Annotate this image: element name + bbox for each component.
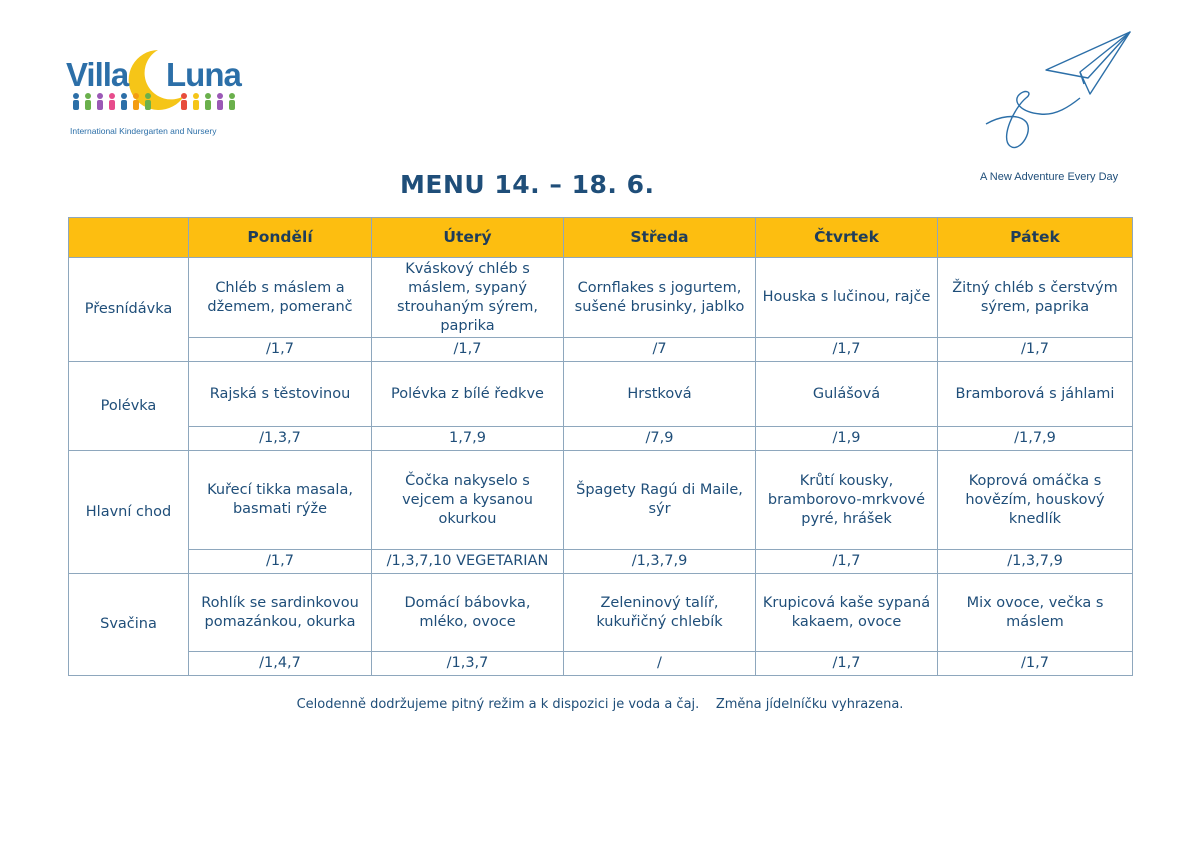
allergen-cell: /1,7 [372, 338, 564, 362]
allergen-cell: /1,7 [189, 338, 372, 362]
page-title: MENU 14. – 18. 6. [400, 170, 655, 199]
dish-cell: Chléb s máslem a džemem, pomeranč [189, 258, 372, 338]
allergen-cell: /1,7,9 [938, 427, 1133, 451]
allergen-cell: /1,7 [938, 338, 1133, 362]
table-row [69, 451, 1133, 550]
header-corner-cell [69, 218, 189, 258]
allergen-cell: /7,9 [564, 427, 756, 451]
paper-plane-icon [980, 28, 1140, 158]
menu-change-disclaimer: Změna jídelníčku vyhrazena. [715, 697, 904, 712]
table-row [69, 574, 1133, 652]
dish-cell: Krůtí kousky, bramborovo-mrkvové pyré, hrášek [756, 451, 938, 550]
allergen-row [69, 550, 1133, 574]
day-header: Čtvrtek [756, 218, 938, 258]
footer-note [0, 697, 1200, 712]
allergen-cell: /1,7 [756, 550, 938, 574]
meal-label: Polévka [69, 362, 189, 451]
logo-subtitle: International Kindergarten and Nursery [70, 126, 217, 136]
allergen-cell: /1,3,7 [372, 652, 564, 676]
allergen-row [69, 427, 1133, 451]
dish-cell: Rohlík se sardinkovou pomazánkou, okurka [189, 574, 372, 652]
tagline: A New Adventure Every Day [980, 171, 1119, 183]
table-row [69, 362, 1133, 427]
allergen-cell: /1,9 [756, 427, 938, 451]
allergen-cell: /1,7 [938, 652, 1133, 676]
villa-luna-logo [66, 44, 256, 144]
table-row [69, 258, 1133, 338]
weekly-menu-table [68, 217, 1133, 676]
allergen-cell: /1,7 [756, 652, 938, 676]
day-header: Pátek [938, 218, 1133, 258]
allergen-cell: /1,4,7 [189, 652, 372, 676]
dish-cell: Domácí bábovka, mléko, ovoce [372, 574, 564, 652]
allergen-cell: /1,3,7,9 [938, 550, 1133, 574]
paper-plane-illustration [980, 28, 1140, 158]
dish-cell: Hrstková [564, 362, 756, 427]
allergen-cell: /1,7 [189, 550, 372, 574]
dish-cell: Krupicová kaše sypaná kakaem, ovoce [756, 574, 938, 652]
allergen-cell: 1,7,9 [372, 427, 564, 451]
logo-name-luna: Luna [166, 56, 241, 93]
dish-cell: Špagety Ragú di Maile, sýr [564, 451, 756, 550]
allergen-cell: /7 [564, 338, 756, 362]
dish-cell: Rajská s těstovinou [189, 362, 372, 427]
allergen-cell: /1,3,7 [189, 427, 372, 451]
day-header: Úterý [372, 218, 564, 258]
allergen-cell: /1,7 [756, 338, 938, 362]
dish-cell: Koprová omáčka s hovězím, houskový knedlík [938, 451, 1133, 550]
allergen-row [69, 338, 1133, 362]
dish-cell: Polévka z bílé ředkve [372, 362, 564, 427]
dish-cell: Kváskový chléb s máslem, sypaný strouhaným sýrem, paprika [372, 258, 564, 338]
dish-cell: Čočka nakyselo s vejcem a kysanou okurkou [372, 451, 564, 550]
day-header: Pondělí [189, 218, 372, 258]
drinking-regime-note: Celodenně dodržujeme pitný režim a k dispozici je voda a čaj. [296, 697, 700, 712]
day-header: Středa [564, 218, 756, 258]
dish-cell: Bramborová s jáhlami [938, 362, 1133, 427]
table-header-row [69, 218, 1133, 258]
allergen-cell: /1,3,7,10 VEGETARIAN [372, 550, 564, 574]
meal-label: Hlavní chod [69, 451, 189, 574]
dish-cell: Zeleninový talíř, kukuřičný chlebík [564, 574, 756, 652]
dish-cell: Kuřecí tikka masala, basmati rýže [189, 451, 372, 550]
dish-cell: Gulášová [756, 362, 938, 427]
allergen-cell: /1,3,7,9 [564, 550, 756, 574]
dish-cell: Houska s lučinou, rajče [756, 258, 938, 338]
meal-label: Přesnídávka [69, 258, 189, 362]
allergen-row [69, 652, 1133, 676]
logo-name-villa: Villa [66, 56, 129, 93]
dish-cell: Cornflakes s jogurtem, sušené brusinky, jablko [564, 258, 756, 338]
allergen-cell: / [564, 652, 756, 676]
dish-cell: Mix ovoce, večka s máslem [938, 574, 1133, 652]
dish-cell: Žitný chléb s čerstvým sýrem, paprika [938, 258, 1133, 338]
meal-label: Svačina [69, 574, 189, 676]
